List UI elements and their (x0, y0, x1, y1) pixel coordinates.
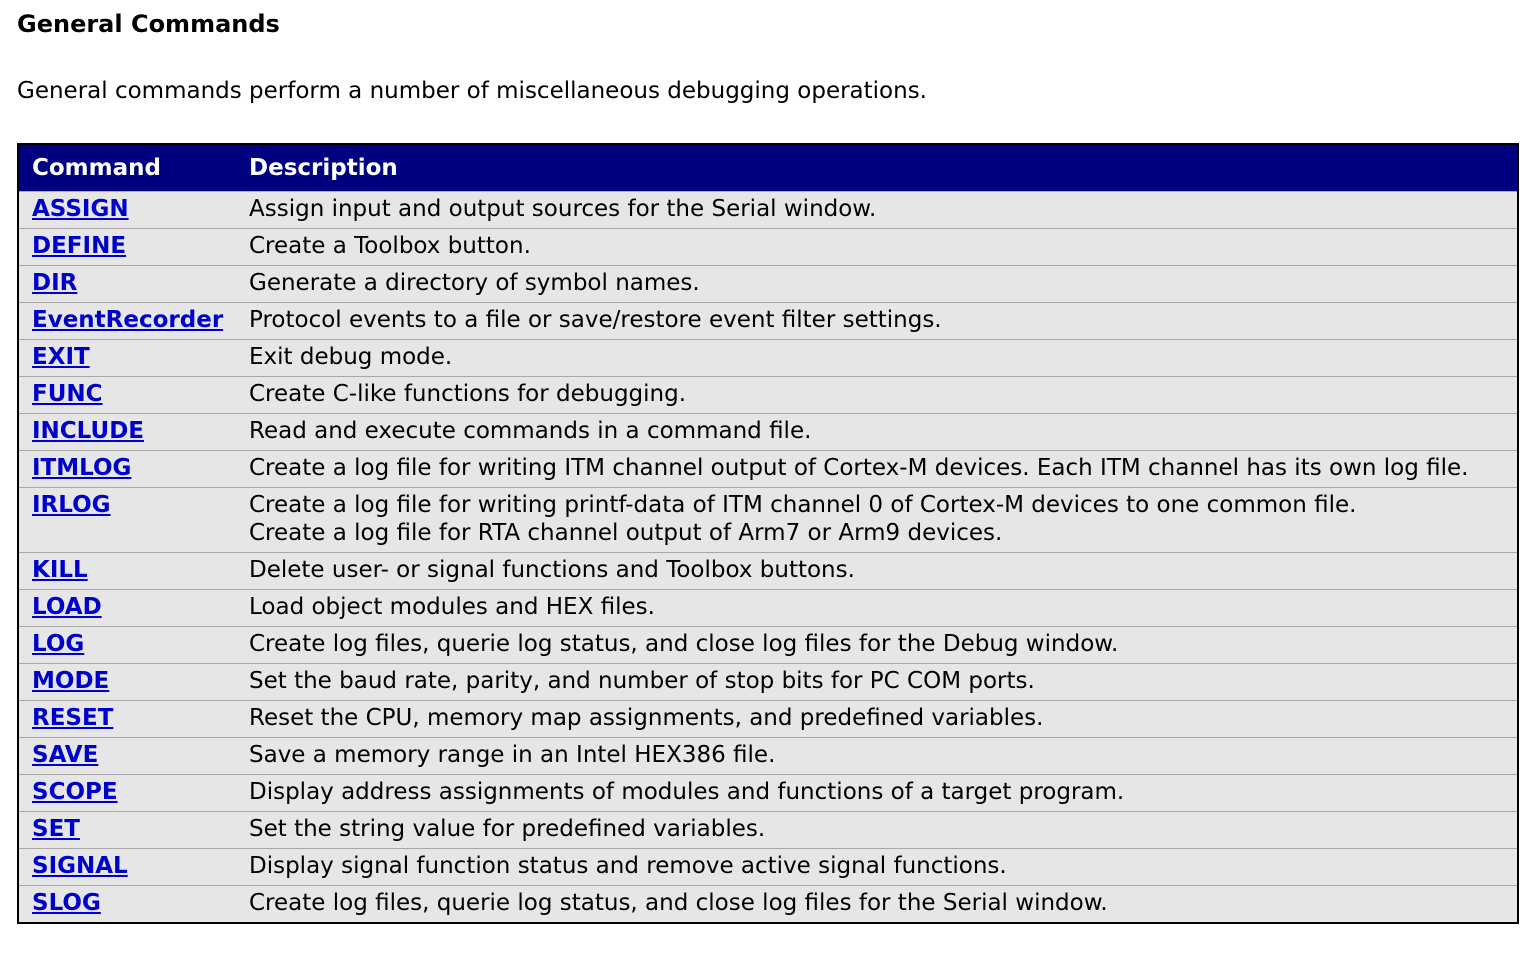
description-cell: Set the baud rate, parity, and number of stop bits for PC COM ports. (236, 664, 1518, 701)
table-row (18, 229, 1518, 266)
command-cell (18, 812, 236, 849)
command-cell (18, 553, 236, 590)
intro-paragraph: General commands perform a number of miscellaneous debugging operations. (17, 78, 927, 104)
description-cell: Load object modules and HEX files. (236, 590, 1518, 627)
description-line: Create a log file for writing printf-data of ITM channel 0 of Cortex-M devices to one common file. (249, 492, 1357, 518)
command-link-kill[interactable]: KILL (32, 557, 88, 583)
command-cell (18, 775, 236, 812)
description-cell: Protocol events to a file or save/restore event filter settings. (236, 303, 1518, 340)
command-cell (18, 192, 236, 229)
table-row (18, 590, 1518, 627)
command-link-include[interactable]: INCLUDE (32, 418, 145, 444)
command-cell (18, 849, 236, 886)
table-row (18, 627, 1518, 664)
description-cell: Display signal function status and remove active signal functions. (236, 849, 1518, 886)
command-link-load[interactable]: LOAD (32, 594, 102, 620)
table-row (18, 664, 1518, 701)
command-cell (18, 266, 236, 303)
command-cell (18, 627, 236, 664)
page-title: General Commands (17, 10, 280, 38)
description-cell: Read and execute commands in a command file. (236, 414, 1518, 451)
command-link-assign[interactable]: ASSIGN (32, 196, 129, 222)
description-cell: Assign input and output sources for the Serial window. (236, 192, 1518, 229)
command-cell (18, 590, 236, 627)
command-link-exit[interactable]: EXIT (32, 344, 90, 370)
command-cell (18, 377, 236, 414)
table-header-row (18, 144, 1518, 192)
command-cell (18, 886, 236, 924)
column-header-description: Description (236, 144, 1518, 192)
table-row (18, 553, 1518, 590)
description-cell: Reset the CPU, memory map assignments, and predefined variables. (236, 701, 1518, 738)
table-row (18, 488, 1518, 553)
table-row (18, 849, 1518, 886)
table-row (18, 266, 1518, 303)
command-link-eventrecorder[interactable]: EventRecorder (32, 307, 224, 333)
command-cell (18, 664, 236, 701)
command-link-itmlog[interactable]: ITMLOG (32, 455, 132, 481)
command-link-scope[interactable]: SCOPE (32, 779, 118, 805)
command-link-dir[interactable]: DIR (32, 270, 78, 296)
command-link-slog[interactable]: SLOG (32, 890, 101, 916)
table-row (18, 377, 1518, 414)
table-row (18, 303, 1518, 340)
description-cell: Exit debug mode. (236, 340, 1518, 377)
command-cell (18, 738, 236, 775)
description-cell: Save a memory range in an Intel HEX386 file. (236, 738, 1518, 775)
command-link-reset[interactable]: RESET (32, 705, 114, 731)
command-link-signal[interactable]: SIGNAL (32, 853, 128, 879)
command-cell (18, 414, 236, 451)
command-link-func[interactable]: FUNC (32, 381, 103, 407)
description-line: Create a log file for RTA channel output of Arm7 or Arm9 devices. (249, 520, 1003, 546)
description-cell: Delete user- or signal functions and Toolbox buttons. (236, 553, 1518, 590)
table-row (18, 340, 1518, 377)
command-cell (18, 229, 236, 266)
command-cell (18, 488, 236, 553)
description-cell: Set the string value for predefined variables. (236, 812, 1518, 849)
table-row (18, 192, 1518, 229)
description-cell: Create a Toolbox button. (236, 229, 1518, 266)
command-cell (18, 303, 236, 340)
command-cell (18, 451, 236, 488)
column-header-command: Command (18, 144, 236, 192)
command-link-log[interactable]: LOG (32, 631, 85, 657)
description-cell: Create log files, querie log status, and close log files for the Debug window. (236, 627, 1518, 664)
command-link-save[interactable]: SAVE (32, 742, 99, 768)
command-cell (18, 701, 236, 738)
description-cell: Create log files, querie log status, and close log files for the Serial window. (236, 886, 1518, 924)
table-row (18, 701, 1518, 738)
command-link-set[interactable]: SET (32, 816, 80, 842)
table-row (18, 451, 1518, 488)
table-row (18, 775, 1518, 812)
table-row (18, 812, 1518, 849)
description-cell: Create C-like functions for debugging. (236, 377, 1518, 414)
commands-table (17, 143, 1519, 924)
description-cell (236, 488, 1518, 553)
description-cell: Create a log file for writing ITM channel output of Cortex-M devices. Each ITM channel has its own log file. (236, 451, 1518, 488)
command-link-mode[interactable]: MODE (32, 668, 110, 694)
description-cell: Generate a directory of symbol names. (236, 266, 1518, 303)
table-row (18, 738, 1518, 775)
table-row (18, 886, 1518, 924)
command-cell (18, 340, 236, 377)
table-row (18, 414, 1518, 451)
command-link-irlog[interactable]: IRLOG (32, 492, 111, 518)
command-link-define[interactable]: DEFINE (32, 233, 127, 259)
description-cell: Display address assignments of modules and functions of a target program. (236, 775, 1518, 812)
